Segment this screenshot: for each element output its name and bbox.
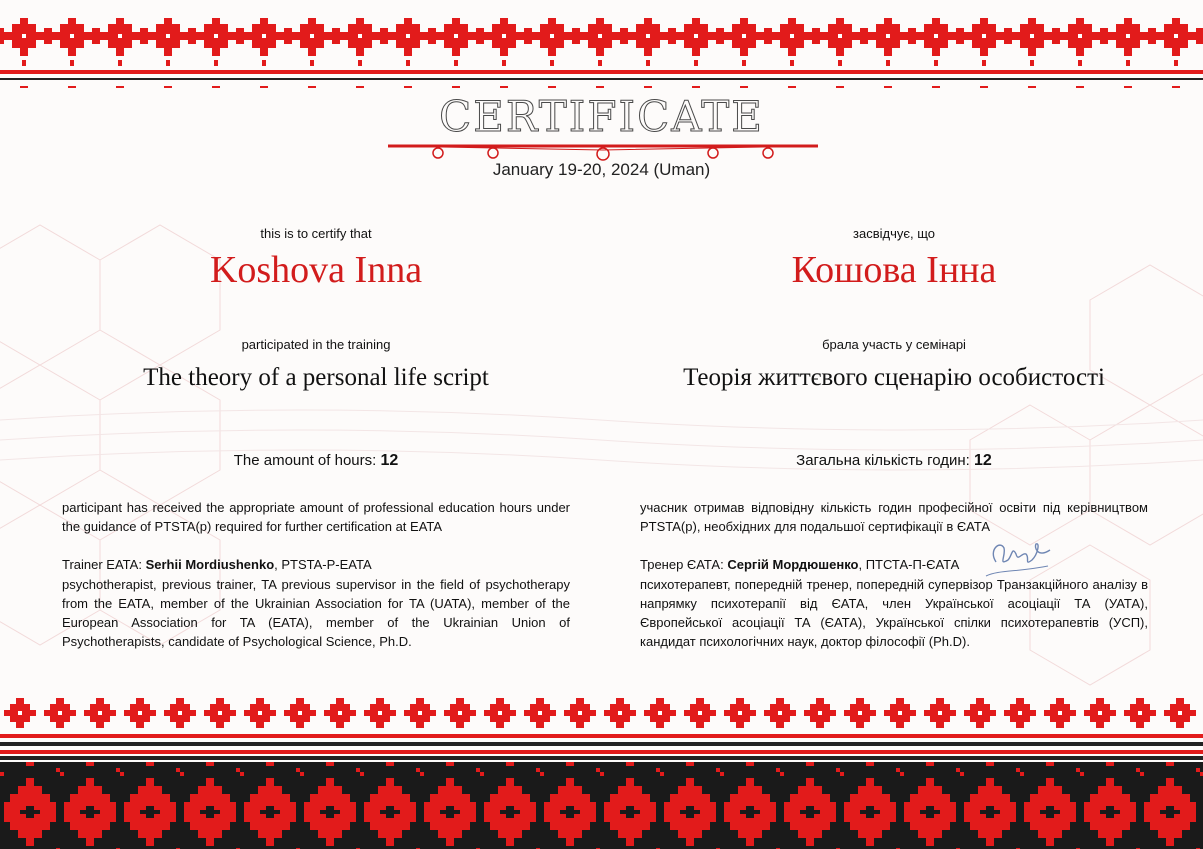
bottom-embroidery-border — [0, 692, 1203, 849]
hours-label: The amount of hours: — [233, 452, 377, 469]
trainer-bio: психотерапевт, попередній тренер, попередній супервізор Транзакційного аналізу в напрямку психотерапії від ЄАТА, член Української асоціації ТА (УАТА), Європейської асоціації ТА (ЄАТА), Української спілки психотерапевтів (УСП), кандидат психологічних наук, доктор філософії (Ph.D). — [640, 577, 1148, 649]
top-embroidery-border — [0, 0, 1203, 92]
recipient-name: Кошова Інна — [791, 249, 997, 291]
trainer-name: Serhii Mordiushenko — [145, 557, 275, 572]
participated-label: брала участь у семінарі — [822, 337, 966, 352]
training-title: The theory of a personal life script — [143, 364, 489, 391]
hours-line — [62, 452, 570, 470]
signature-icon — [978, 532, 1058, 580]
recipient-name: Koshova Inna — [209, 249, 423, 291]
training-title: Теорія життєвого сценарію особистості — [683, 364, 1105, 391]
education-text: учасник отримав відповідну кількість годин професійної освіти під керівництвом PTSTA(p), необхідних для подальшої сертифікації в ЄАТА — [640, 500, 1148, 534]
trainer-suffix: , PTSTA-P-EATA — [274, 557, 372, 572]
education-text: participant has received the appropriate amount of professional education hours under the guidance of PTSTA(p) required for further certification at EATA — [62, 500, 570, 534]
hours-line — [640, 452, 1148, 470]
hours-value: 12 — [974, 452, 992, 469]
certificate-title: CERTIFICATE — [439, 92, 764, 141]
trainer-bio: psychotherapist, previous trainer, TA previous supervisor in the field of psychotherapy from the EATA, member of the Ukrainian Association for TA (UATA), member of the European Association for TA (EATA), member of the Ukrainian Union of Psychotherapists, candidate of Psychological Science, Ph.D. — [62, 577, 570, 649]
trainer-name: Сергій Мордюшенко — [727, 557, 859, 572]
certificate-date: January 19-20, 2024 (Uman) — [492, 160, 711, 179]
title-flourish-icon — [388, 138, 818, 162]
participated-label: participated in the training — [241, 337, 391, 352]
certify-label: this is to certify that — [260, 226, 372, 241]
trainer-line — [640, 555, 1148, 574]
hours-label: Загальна кількість годин: — [796, 452, 970, 469]
certify-label: засвідчує, що — [853, 226, 935, 241]
trainer-suffix: , ПТСТА-П-ЄАТА — [858, 557, 960, 572]
trainer-line — [62, 555, 570, 574]
trainer-prefix: Trainer EATA: — [62, 557, 142, 572]
hours-value: 12 — [380, 452, 399, 469]
trainer-prefix: Тренер ЄАТА: — [640, 557, 724, 572]
